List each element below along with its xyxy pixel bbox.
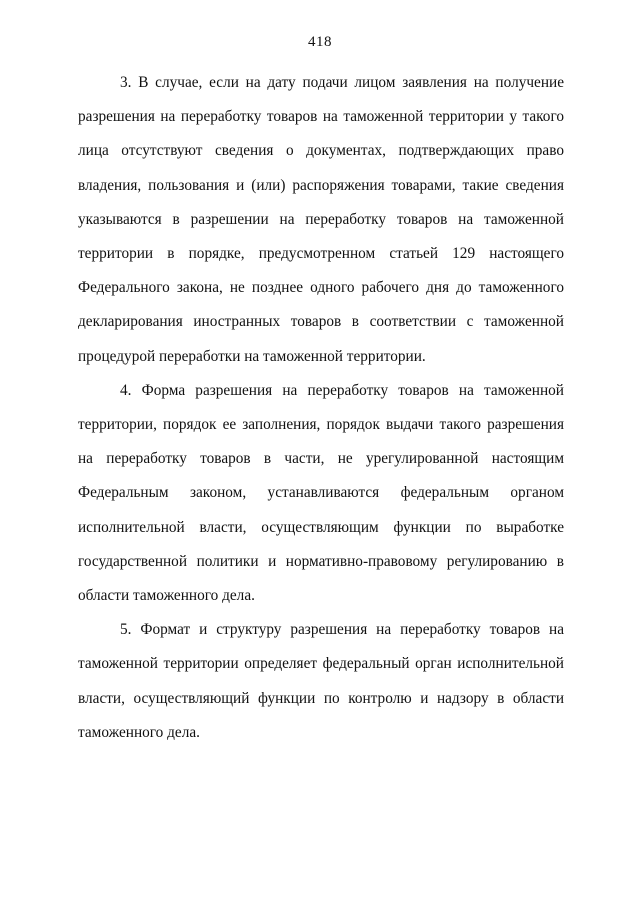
paragraph-4: 4. Форма разрешения на переработку товаров на таможенной территории, порядок ее заполнения, порядок выдачи такого разрешения на переработку товаров в части, не урегулированной настоящим Федеральным законом, устанавливаются федеральным органом исполнительной власти, осуществляющим функции по выработке государственной политики и нормативно-правовому регулированию в области таможенного дела. xyxy=(78,381,564,605)
document-body xyxy=(78,66,564,750)
paragraph-5: 5. Формат и структуру разрешения на переработку товаров на таможенной территории определяет федеральный орган исполнительной власти, осуществляющий функции по контролю и надзору в области таможенного дела. xyxy=(78,621,564,741)
page-number: 418 xyxy=(308,34,332,50)
paragraph-3: 3. В случае, если на дату подачи лицом заявления на получение разрешения на переработку товаров на таможенной территории у такого лица отсутствуют сведения о документах, подтверждающих право владения, пользования и (или) распоряжения товарами, такие сведения указываются в разрешении на переработку товаров на таможенной территории в порядке, предусмотренном статьей 129 настоящего Федерального закона, не позднее одного рабочего дня до таможенного декларирования иностранных товаров в соответствии с таможенной процедурой переработки на таможенной территории. xyxy=(78,74,564,365)
